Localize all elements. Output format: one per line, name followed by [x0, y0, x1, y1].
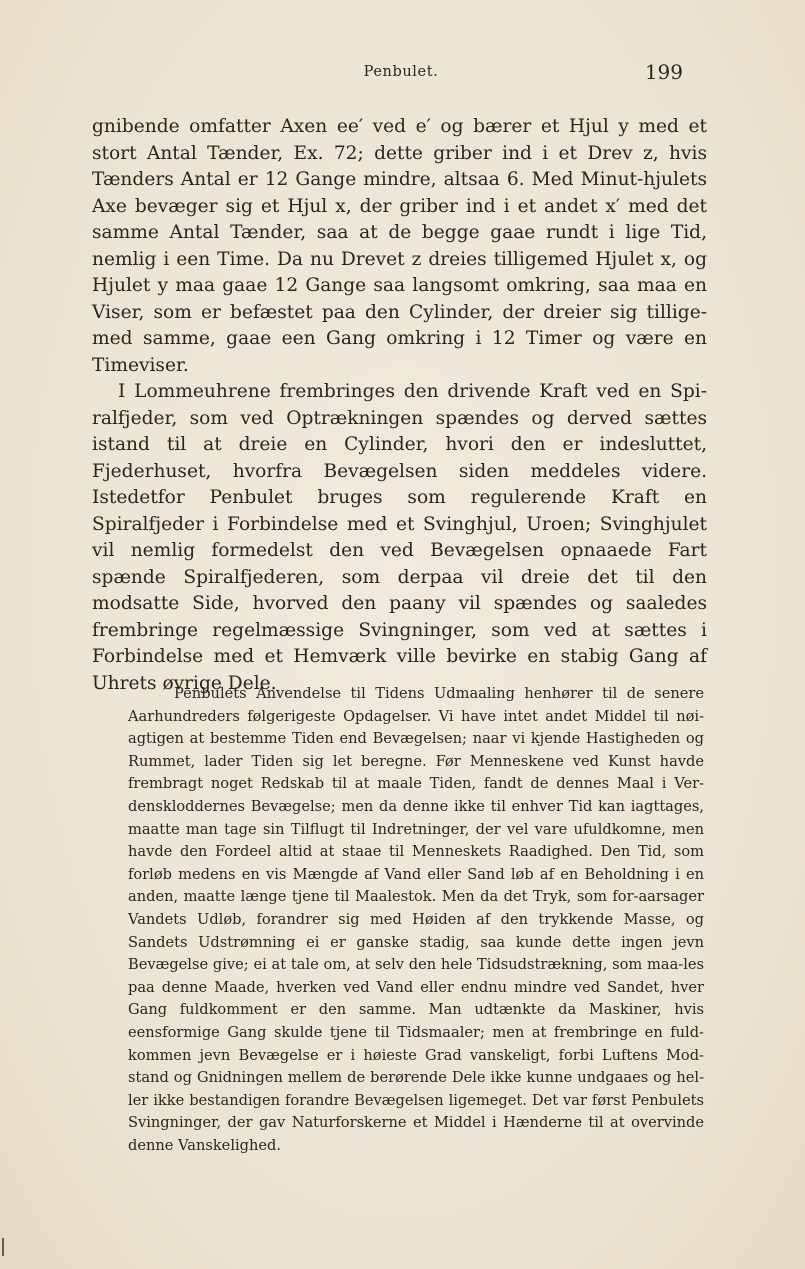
- note-text: [128, 683, 704, 1157]
- page-header: [92, 60, 710, 86]
- note-paragraph: Penbulets Anvendelse til Tidens Udmaaling henhører til de senere Aarhundreders følgerigeste Opdagelser. Vi have intet andet Middel til nøi-agtigen at bestemme Tiden end Bevægelsen; naar vi kjende Hastigheden og Rummet, lader Tiden sig let beregne. Før Menneskene ved Kunst havde frembragt noget Redskab til at maale Tiden, fandt de dennes Maal i Ver-denskloddernes Bevægelse; men da denne ikke til enhver Tid kan iagttages, maatte man tage sin Tilflugt til Indretninger, der vel vare ufuldkomne, men havde den Fordeel altid at staae til Menneskets Raadighed. Den Tid, som forløb medens en vis Mængde af Vand eller Sand løb af en Beholdning i en anden, maatte længe tjene til Maalestok. Men da det Tryk, som for-aarsager Vandets Udløb, forandrer sig med Høiden af den trykkende Masse, og Sandets Udstrømning ei er ganske stadig, saa kunde dette ingen jevn Bevægelse give; ei at tale om, at selv den hele Tidsudstrækning, som maa-les paa denne Maade, hverken ved Vand eller endnu mindre ved Sandet, hver Gang fuldkomment er den samme. Man udtænkte da Maskiner, hvis eensformige Gang skulde tjene til Tidsmaaler; men at frembringe en fuld-kommen jevn Bevægelse er i høieste Grad vanskeligt, forbi Luftens Mod-stand og Gnidningen mellem de berørende Dele ikke kunne undgaaes og hel-ler ikke bestandigen forandre Bevægelsen ligemeget. Det var først Penbulets Svingninger, der gav Naturforskerne et Middel i Hænderne til at overvinde denne Vanskelighed.: [128, 685, 704, 1154]
- running-head: Penbulet.: [363, 64, 439, 80]
- page-number: 199: [644, 60, 683, 84]
- margin-mark: [2, 1238, 4, 1256]
- paragraph-1: gnibende omfatter Axen ee′ ved e′ og bærer et Hjul y med et stort Antal Tænder, Ex. 72; dette griber ind i et Drev z, hvis Tænders Antal er 12 Gange mindre, altsaa 6. Med Minut-hjulets Axe bevæger sig et Hjul x, der griber ind i et andet x′ med det samme Antal Tænder, saa at de begge gaae rundt i lige Tid, nemlig i een Time. Da nu Drevet z dreies tilligemed Hjulet x, og Hjulet y maa gaae 12 Gange saa langsomt omkring, saa maa en Viser, som er befæstet paa den Cylinder, der dreier sig tillige-med samme, gaae een Gang omkring i 12 Timer og være en Timeviser.: [92, 116, 707, 376]
- main-text: [92, 114, 707, 697]
- paragraph-2: I Lommeuhrene frembringes den drivende Kraft ved en Spi-ralfjeder, som ved Optrækningen spændes og derved sættes istand til at dreie en Cylinder, hvori den er indesluttet, Fjederhuset, hvorfra Bevægelsen siden meddeles videre. Istedetfor Penbulet bruges som regulerende Kraft en Spiralfjeder i Forbindelse med et Svinghjul, Uroen; Svinghjulet vil nemlig formedelst den ved Bevægelsen opnaaede Fart spænde Spiralfjederen, som derpaa vil dreie det til den modsatte Side, hvorved den paany vil spændes og saaledes frembringe regelmæssige Svingninger, som ved at sættes i Forbindelse med et Hemværk ville bevirke en stabig Gang af Uhrets øvrige Dele.: [92, 381, 707, 694]
